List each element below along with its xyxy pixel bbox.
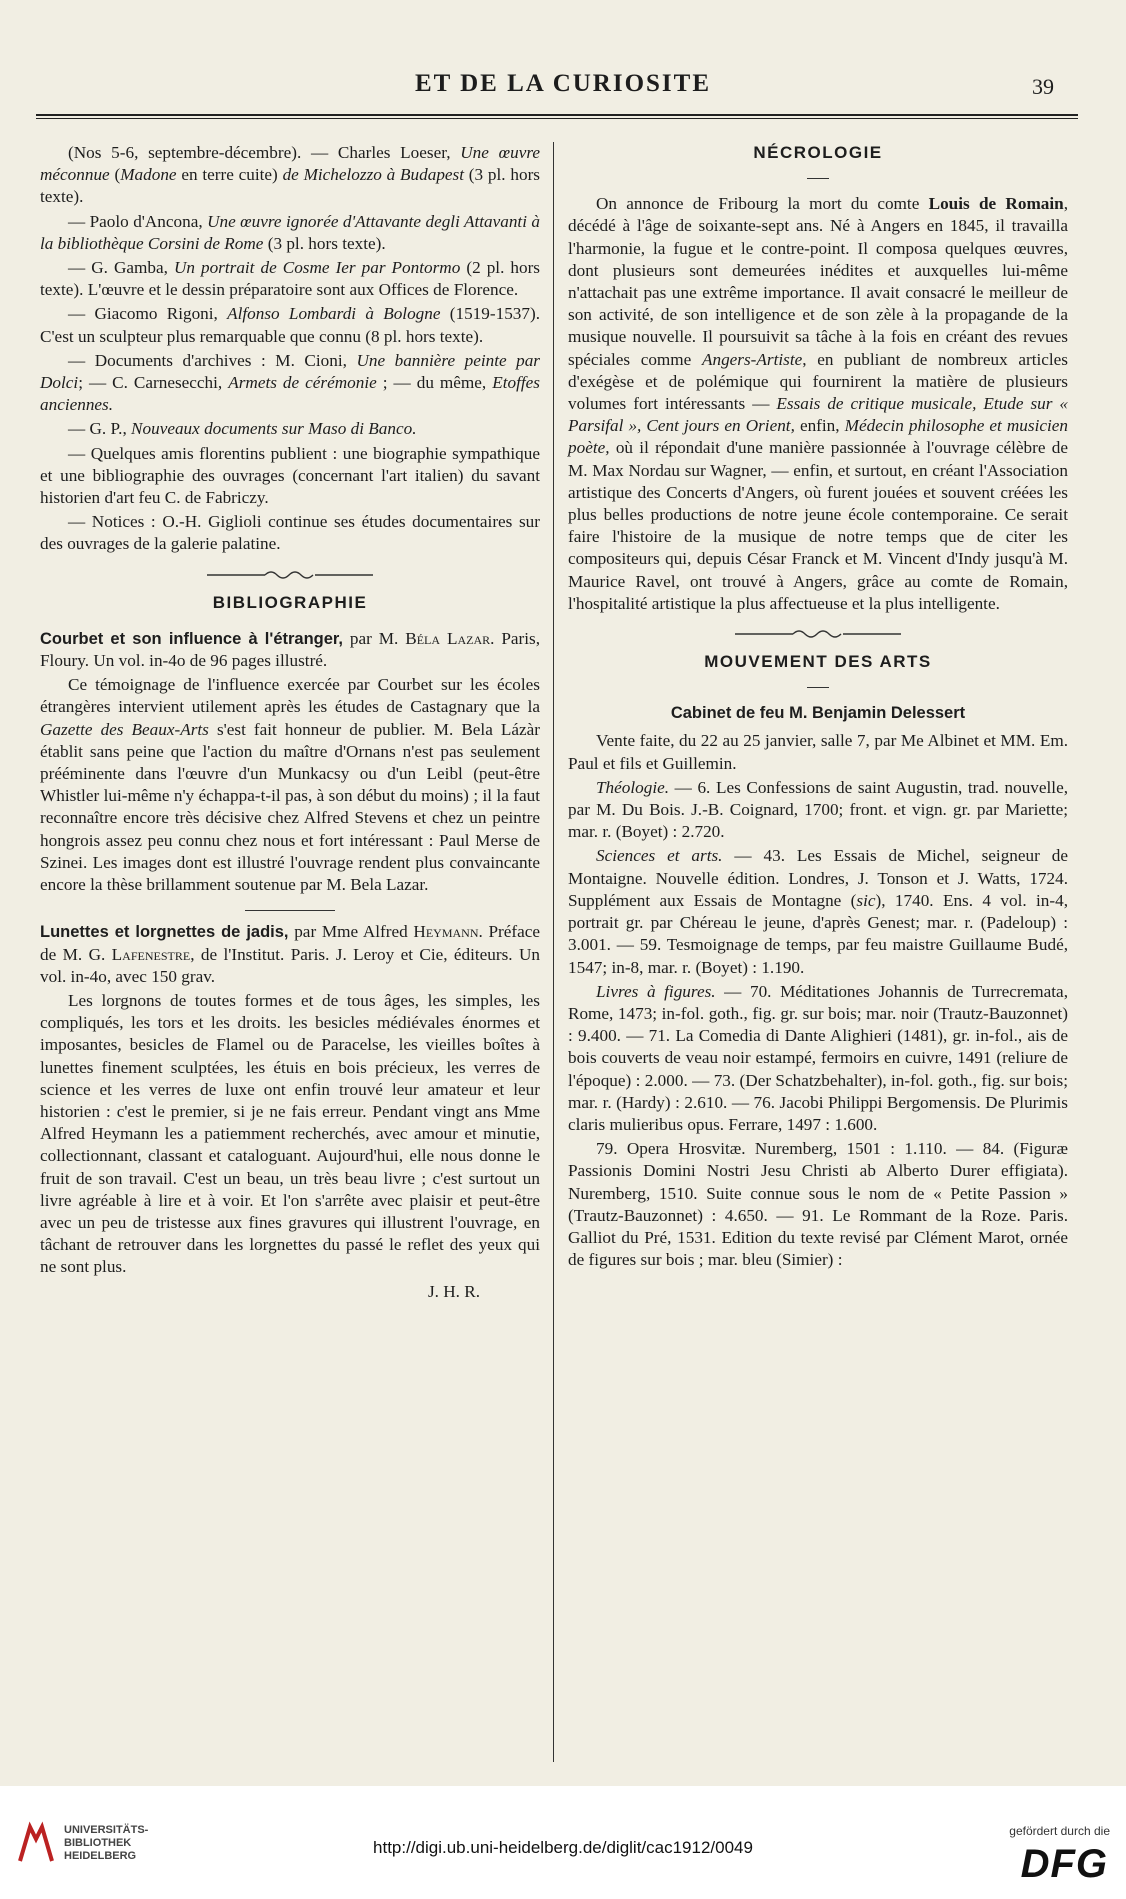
paragraph: Les lorgnons de toutes formes et de tous âges, les simples, les compliqués, les tors et les droits. les besicles médiévales énormes et imposantes, besicles de Flamel ou de Paracelse, les vieilles boîtes à lunettes finement sculptées, les étuis en bois précieux, les verres de science et les verres de luxe ont enfin trouvé leur amateur et leur historien : c'est le premier, si je ne fais erreur. Pendant vingt ans Mme Alfred Heymann les a patiemment recherchés, avec amour et minutie, collectionnant, classant et cataloguant. Aujourd'hui, elle nous donne le fruit de son travail. C'est un beau, un très beau livre ; c'est surtout un livre agréable à lire et à voir. Et l'on s'arrête avec plaisir et peut-être avec un peu de tristesse aux fines gravures qui illustrent l'ouvrage, en tâchant de retrouver dans les lorgnettes du passé le reflet des yeux qui ne sont plus. xyxy=(40,990,540,1277)
page-number: 39 xyxy=(1032,74,1054,99)
section-title-mouvement-des-arts: MOUVEMENT DES ARTS xyxy=(704,652,932,672)
paragraph: Ce témoignage de l'influence exercée par Courbet sur les écoles étrangères intervient utilement après les études de Castagnary que la Gazette des Beaux-Arts s'est fait honneur de publier. M. Bela Lázàr établit sans peine que l'action du maître d'Ornans n'est pas seulement prééminente dans l'œuvre d'un Munkacsy ou d'un Leibl (peut-être Whistler lui-même n'y échappa-t-il pas, à son début du moins) ; il la faut reconnaître encore très décisive chez Alfred Stevens et chez un peintre hongrois assez peu connu chez nous et fort intéressant : Paul Merse de Szinei. Les images dont est illustré l'ouvrage rendent plus convaincante encore la thèse brillamment soutenue par M. Bela Lazar. xyxy=(40,675,541,895)
ornament-divider xyxy=(205,568,375,582)
left-column xyxy=(40,142,540,1303)
paragraph: — Documents d'archives : M. Cioni, Une bannière peinte par Dolci; — C. Carnesecchi, Armets de cérémonie ; — du même, Etoffes anciennes. xyxy=(40,350,541,415)
book-entry: Courbet et son influence à l'étranger, par M. Béla Lazar. Paris, Floury. Un vol. in-4o de 96 pages illustré. xyxy=(40,628,540,671)
right-column xyxy=(568,142,1068,1273)
book-entry: Lunettes et lorgnettes de jadis, par Mme Alfred Heymann. Préface de M. G. Lafenestre, de l'Institut. Paris. J. Leroy et Cie, éditeurs. Un vol. in-4o, avec 150 grav. xyxy=(40,922,541,986)
library-name: UNIVERSITÄTS- BIBLIOTHEK HEIDELBERG xyxy=(64,1824,149,1862)
short-rule xyxy=(245,910,335,911)
digitization-footer xyxy=(0,1786,1126,1899)
signature: J. H. R. xyxy=(427,1281,480,1301)
header-rule xyxy=(36,114,1078,119)
funded-by-label: gefördert durch die xyxy=(1009,1824,1110,1838)
section-title-bibliographie: BIBLIOGRAPHIE xyxy=(212,592,368,612)
subsection-title: Cabinet de feu M. Benjamin Delessert xyxy=(670,704,966,723)
running-header xyxy=(30,70,1096,106)
paragraph: Sciences et arts. — 43. Les Essais de Michel, seigneur de Montaigne. Nouvelle édition. Londres, J. Tonson et J. Watts, 1724. Supplément aux Essais de Montagne (sic), 1740. Ens. 4 vol. in-4, portrait gr. par Chéreau le jeune, d'après Genest; mar. r. (Padeloup) : 3.001. — 59. Tesmoignage de temps, par feu maistre Guillaume Budé, 1547; in-8, mar. r. (Boyet) : 1.190. xyxy=(568,846,1068,977)
dfg-logo: DFG xyxy=(1020,1842,1108,1886)
running-title: ET DE LA CURIOSITE xyxy=(414,70,712,97)
short-rule xyxy=(807,178,829,179)
ornament-divider xyxy=(733,627,903,641)
paragraph: — G. P., Nouveaux documents sur Maso di Banco. xyxy=(68,419,417,439)
paragraph: — Notices : O.-H. Giglioli continue ses études documentaires sur des ouvrages de la galerie palatine. xyxy=(40,512,540,554)
paragraph: 79. Opera Hrosvitæ. Nuremberg, 1501 : 1.110. — 84. (Figuræ Passionis Domini Nostri Jesu Christi ab Alberto Durer effigiata). Nuremberg, 1510. Suite connue sous le nom de « Petite Passion » (Trautz-Bauzonnet) : 4.650. — 91. Le Rommant de la Roze. Paris. Galliot du Pré, 1531. Edition du texte revisé par Clément Marot, ornée de figures sur bois ; mar. bleu (Simier) : xyxy=(568,1139,1068,1270)
paragraph: Théologie. — 6. Les Confessions de saint Augustin, trad. nouvelle, par M. Du Bois. J.-B. Coignard, 1700; front. et vign. gr. par Mariette; mar. r. (Boyet) : 2.720. xyxy=(568,777,1068,842)
short-rule xyxy=(807,687,829,688)
paragraph: — Giacomo Rigoni, Alfonso Lombardi à Bologne (1519-1537). C'est un sculpteur plus remarquable que connu (8 pl. hors texte). xyxy=(40,304,540,346)
paragraph: — Quelques amis florentins publient : une biographie sympathique et une bibliographie des ouvrages (concernant l'art italien) du savant historien d'art feu C. de Fabriczy. xyxy=(40,443,540,508)
paragraph: On annonce de Fribourg la mort du comte Louis de Romain, décédé à l'âge de soixante-sept ans. Né à Angers en 1845, il travailla l'harmonie, la fugue et le contre-point. Il composa quelques œuvres, dont plusieurs sont demeurées inédites et auxquelles lui-même n'attachait pas une extrême importance. Il avait consacré le meilleur de son activité, de son intelligence et de son zèle à la propagande de la musique nouvelle. Il poursuivit sa tâche à la fois en créant des revues spéciales comme Angers-Artiste, en publiant de nombreux articles d'exégèse et de polémique qui fournirent la matière de plusieurs volumes fort intéressants — Essais de critique musicale, Etude sur « Parsifal », Cent jours en Orient, enfin, Médecin philosophe et musicien poète, où il répondait d'une manière passionnée à l'ouvrage célèbre de M. Max Nordau sur Wagner, — enfin, et surtout, en créant l'Association artistique des Concerts d'Angers, où furent jouées et souvent créées les plus belles productions de notre jeune école contemporaine. Ce serait faire l'histoire de la musique de notre temps que de citer les compositeurs qui, depuis César Franck et M. Vincent d'Indy jusqu'à M. Maurice Ravel, ont trouvé à Angers, grâce au comte de Romain, l'hospitalité artistique la plus affectueuse et la plus intelligente. xyxy=(568,194,1069,613)
paragraph: — Paolo d'Ancona, Une œuvre ignorée d'Attavante degli Attavanti à la bibliothèque Corsini de Rome (3 pl. hors texte). xyxy=(40,211,541,253)
paragraph: Vente faite, du 22 au 25 janvier, salle 7, par Me Albinet et MM. Em. Paul et fils et Guillemin. xyxy=(568,731,1068,773)
paragraph: — G. Gamba, Un portrait de Cosme Ier par Pontormo (2 pl. hors texte). L'œuvre et le dessin préparatoire sont aux Offices de Florence. xyxy=(40,258,540,300)
source-url[interactable]: http://digi.ub.uni-heidelberg.de/diglit/cac1912/0049 xyxy=(373,1838,753,1857)
paragraph: (Nos 5-6, septembre-décembre). — Charles Loeser, Une œuvre méconnue (Madone en terre cuite) de Michelozzo à Budapest (3 pl. hors texte). xyxy=(40,143,540,207)
paragraph: Livres à figures. — 70. Méditationes Johannis de Turrecremata, Rome, 1473; in-fol. goth., fig. gr. sur bois; mar. noir (Trautz-Bauzonnet) : 9.400. — 71. La Comedia di Dante Alighieri (1481), gr. in-fol., ais de bois couverts de veau noir estampé, fermoirs en cuivre, 1491 (reliure de l'époque) : 2.000. — 73. (Der Schatzbehalter), in-fol. goth., fig. sur bois; mar. r. (Hardy) : 2.610. — 76. Jacobi Philippi Bergomensis. De Plurimis claris mulieribus opus. Ferrare, 1497 : 1.600. xyxy=(568,981,1068,1134)
section-title-necrologie: NÉCROLOGIE xyxy=(753,143,883,162)
column-divider xyxy=(553,142,554,1762)
